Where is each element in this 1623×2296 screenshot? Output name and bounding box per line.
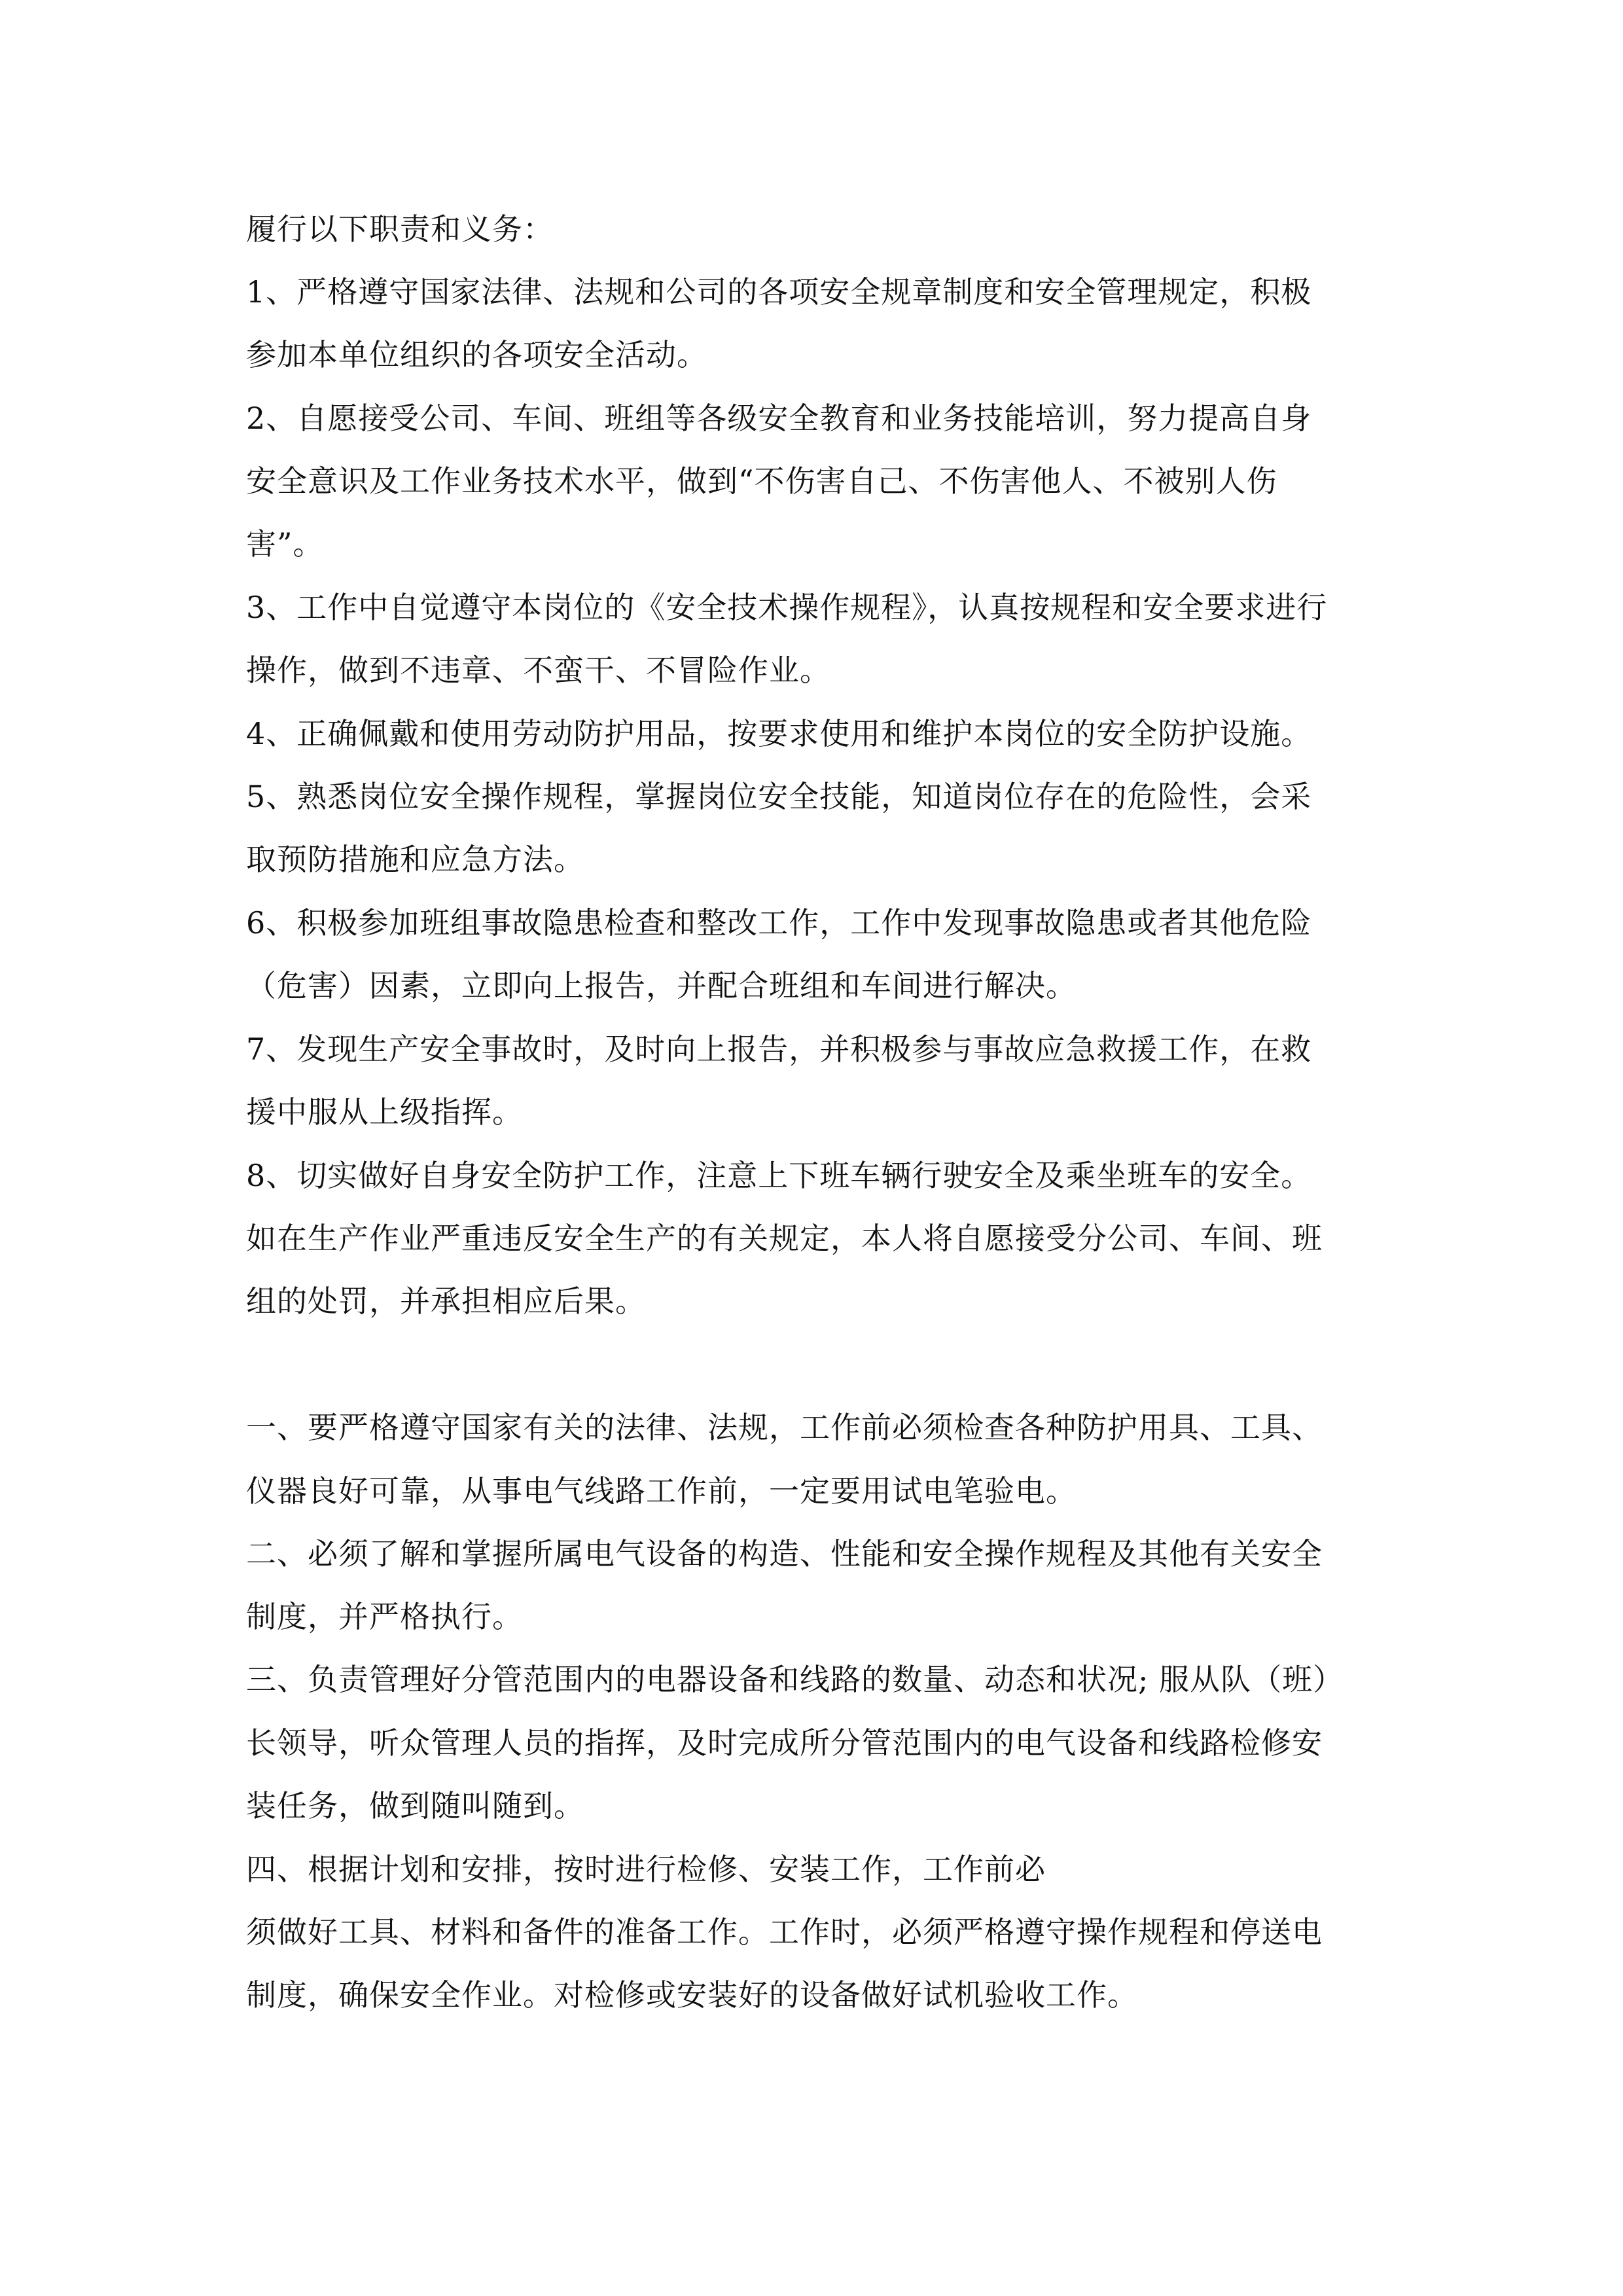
rule-4-line-3: 制度，确保安全作业。对检修或安装好的设备做好试机验收工作。	[246, 1977, 1138, 2013]
item-4-line-1: 4、正确佩戴和使用劳动防护用品，按要求使用和维护本岗位的安全防护设施。	[246, 716, 1312, 751]
rule-3-line-1: 三、负责管理好分管范围内的电器设备和线路的数量、动态和状况; 服从队（班）	[246, 1662, 1344, 1697]
item-1-line-2: 参加本单位组织的各项安全活动。	[246, 337, 707, 372]
rule-2-line-2: 制度，并严格执行。	[246, 1599, 523, 1634]
rule-1-line-1: 一、要严格遵守国家有关的法律、法规，工作前必须检查各种防护用具、工具、	[246, 1410, 1323, 1445]
rule-1-line-2: 仪器良好可靠，从事电气线路工作前，一定要用试电笔验电。	[246, 1473, 1077, 1509]
item-2-line-1: 2、自愿接受公司、车间、班组等各级安全教育和业务技能培训，努力提高自身	[246, 401, 1312, 436]
item-6-line-2: （危害）因素，立即向上报告，并配合班组和车间进行解决。	[246, 968, 1077, 1003]
item-2-line-2: 安全意识及工作业务技术水平，做到“不伤害自己、不伤害他人、不被别人伤	[246, 463, 1277, 499]
item-2-line-3: 害”。	[246, 526, 324, 562]
rule-4-line-2: 须做好工具、材料和备件的准备工作。工作时，必须严格遵守操作规程和停送电	[246, 1914, 1323, 1950]
rule-3-line-2: 长领导，听众管理人员的指挥，及时完成所分管范围内的电气设备和线路检修安	[246, 1725, 1323, 1761]
item-7-line-1: 7、发现生产安全事故时，及时向上报告，并积极参与事故应急救援工作，在救	[246, 1031, 1312, 1067]
item-8-line-1: 8、切实做好自身安全防护工作，注意上下班车辆行驶安全及乘坐班车的安全。	[246, 1158, 1312, 1193]
intro-line: 履行以下职责和义务：	[246, 211, 554, 247]
item-5-line-2: 取预防措施和应急方法。	[246, 842, 584, 877]
item-6-line-1: 6、积极参加班组事故隐患检查和整改工作，工作中发现事故隐患或者其他危险	[246, 905, 1312, 941]
closing-line-2: 组的处罚，并承担相应后果。	[246, 1283, 646, 1319]
closing-line-1: 如在生产作业严重违反安全生产的有关规定，本人将自愿接受分公司、车间、班	[246, 1221, 1323, 1256]
rule-2-line-1: 二、必须了解和掌握所属电气设备的构造、性能和安全操作规程及其他有关安全	[246, 1536, 1323, 1571]
rule-3-line-3: 装任务，做到随叫随到。	[246, 1788, 584, 1823]
item-3-line-2: 操作，做到不违章、不蛮干、不冒险作业。	[246, 653, 830, 688]
item-7-line-2: 援中服从上级指挥。	[246, 1094, 523, 1130]
rule-4-line-1: 四、根据计划和安排，按时进行检修、安装工作，工作前必	[246, 1852, 1046, 1887]
item-1-line-1: 1、严格遵守国家法律、法规和公司的各项安全规章制度和安全管理规定，积极	[246, 274, 1312, 310]
item-5-line-1: 5、熟悉岗位安全操作规程，掌握岗位安全技能，知道岗位存在的危险性，会采	[246, 779, 1312, 814]
item-3-line-1: 3、工作中自觉遵守本岗位的《安全技术操作规程》，认真按规程和安全要求进行	[246, 590, 1328, 625]
